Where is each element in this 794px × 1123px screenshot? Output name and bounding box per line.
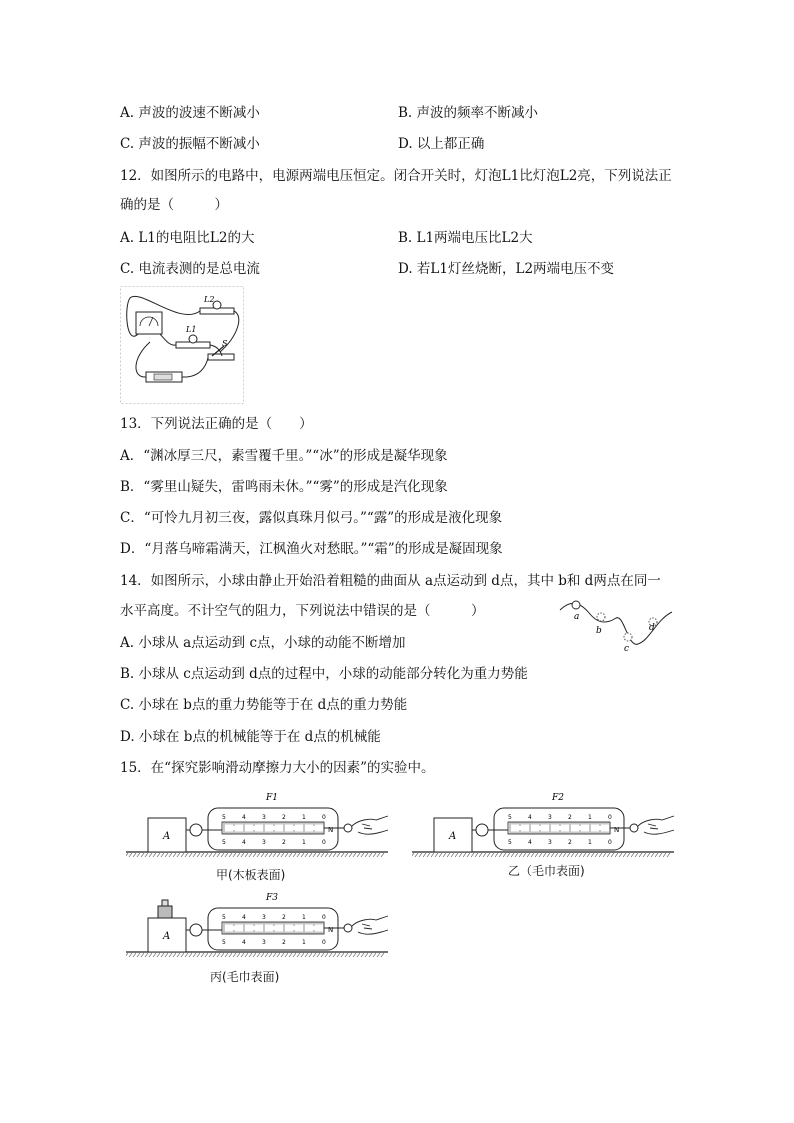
scale-digit: 3 (548, 839, 552, 846)
q14-option-b: B. 小球从 c点运动到 d点的过程中，小球的动能部分转化为重力势能 (120, 666, 528, 682)
caption-bing: 丙(毛巾表面) (210, 970, 280, 984)
scale-digit: 0 (322, 814, 326, 821)
friction-setup-jia (126, 786, 392, 862)
scale-digit: 5 (222, 914, 226, 921)
scale-digit: 4 (528, 814, 532, 821)
label-c: c (624, 644, 630, 652)
label-l2: L2 (204, 295, 215, 304)
q13-option-a: A．“渊冰厚三尺，素雪覆千里。”“冰”的形成是凝华现象 (120, 448, 448, 464)
label-s: S (222, 339, 228, 348)
scale-digit: 1 (302, 939, 306, 946)
q12-option-c: C. 电流表测的是总电流 (120, 261, 260, 277)
scale-digit: 5 (222, 839, 226, 846)
scale-digit: 0 (608, 839, 612, 846)
friction-setup-bing (126, 886, 392, 962)
scale-digit: 2 (568, 839, 572, 846)
q14-option-d: D. 小球在 b点的机械能等于在 d点的机械能 (120, 729, 381, 745)
q11-option-b: B. 声波的频率不断减小 (398, 105, 539, 121)
scale-digit: 3 (262, 839, 266, 846)
scale-digit: 4 (242, 939, 246, 946)
label-a: a (574, 612, 580, 622)
label-b: b (596, 626, 602, 636)
scale-digit: 4 (528, 839, 532, 846)
q13-stem: 13．下列说法正确的是（ ） (120, 416, 313, 432)
scale-digit: 5 (222, 814, 226, 821)
scale-digit: 2 (568, 814, 572, 821)
scale-digit: 4 (242, 839, 246, 846)
block-label: A (449, 831, 457, 842)
scale-digit: 0 (608, 814, 612, 821)
ball-a (572, 601, 580, 609)
q11-option-d: D. 以上都正确 (398, 136, 485, 152)
force-label: F3 (266, 893, 278, 903)
q14-option-c: C. 小球在 b点的重力势能等于在 d点的重力势能 (120, 697, 408, 713)
scale-digit: 2 (282, 814, 286, 821)
circuit-diagram (120, 286, 244, 404)
friction-setup-yi (412, 786, 678, 862)
q14-stem-line2: 水平高度。不计空气的阻力，下列说法中错误的是（ ） (120, 603, 485, 619)
scale-digit: 4 (242, 914, 246, 921)
q12-stem-line2: 确的是（ ） (120, 197, 228, 213)
q12-option-b: B. L1两端电压比L2大 (398, 230, 533, 246)
q12-option-a: A. L1的电阻比L2的大 (120, 230, 255, 246)
force-label: F1 (266, 793, 278, 803)
q13-option-c: C．“可怜九月初三夜，露似真珠月似弓。”“露”的形成是液化现象 (120, 510, 503, 526)
q12-stem-line1: 12．如图所示的电路中，电源两端电压恒定。闭合开关时，灯泡L1比灯泡L2亮，下列说法正 (120, 168, 672, 184)
scale-digit: 1 (588, 814, 592, 821)
q11-option-c: C. 声波的振幅不断减小 (120, 136, 260, 152)
unit-label: N (328, 826, 334, 834)
caption-yi: 乙（毛巾表面) (508, 864, 585, 878)
q13-option-b: B．“雾里山疑失，雷鸣雨未休。”“雾”的形成是汽化现象 (120, 479, 448, 495)
block-label: A (163, 931, 171, 942)
scale-digit: 2 (282, 939, 286, 946)
label-d: d (649, 623, 655, 633)
q11-option-a: A. 声波的波速不断减小 (120, 105, 260, 121)
scale-digit: 4 (242, 814, 246, 821)
curve-diagram (558, 600, 674, 652)
scale-digit: 3 (262, 939, 266, 946)
force-label: F2 (552, 793, 564, 803)
scale-digit: 3 (262, 814, 266, 821)
label-l1: L1 (186, 325, 197, 334)
unit-label: N (328, 926, 334, 934)
scale-digit: 0 (322, 939, 326, 946)
scale-digit: 0 (322, 914, 326, 921)
scale-digit: 2 (282, 839, 286, 846)
scale-digit: 5 (222, 939, 226, 946)
q13-option-d: D．“月落乌啼霜满天，江枫渔火对愁眠。”“霜”的形成是凝固现象 (120, 541, 503, 557)
scale-digit: 5 (508, 814, 512, 821)
scale-digit: 5 (508, 839, 512, 846)
q12-option-d: D. 若L1灯丝烧断，L2两端电压不变 (398, 261, 615, 277)
q14-option-a: A. 小球从 a点运动到 c点，小球的动能不断增加 (120, 635, 406, 651)
scale-digit: 1 (302, 839, 306, 846)
unit-label: N (614, 826, 620, 834)
scale-digit: 0 (322, 839, 326, 846)
scale-digit: 2 (282, 914, 286, 921)
q14-stem-line1: 14．如图所示，小球由静止开始沿着粗糙的曲面从 a点运动到 d点，其中 b和 d两点在同一 (120, 573, 661, 589)
scale-digit: 3 (262, 914, 266, 921)
scale-digit: 1 (302, 914, 306, 921)
block-label: A (163, 831, 171, 842)
q15-stem: 15．在“探究影响滑动摩擦力大小的因素”的实验中。 (120, 760, 435, 776)
scale-digit: 1 (302, 814, 306, 821)
scale-digit: 1 (588, 839, 592, 846)
caption-jia: 甲(木板表面) (216, 868, 286, 882)
scale-digit: 3 (548, 814, 552, 821)
